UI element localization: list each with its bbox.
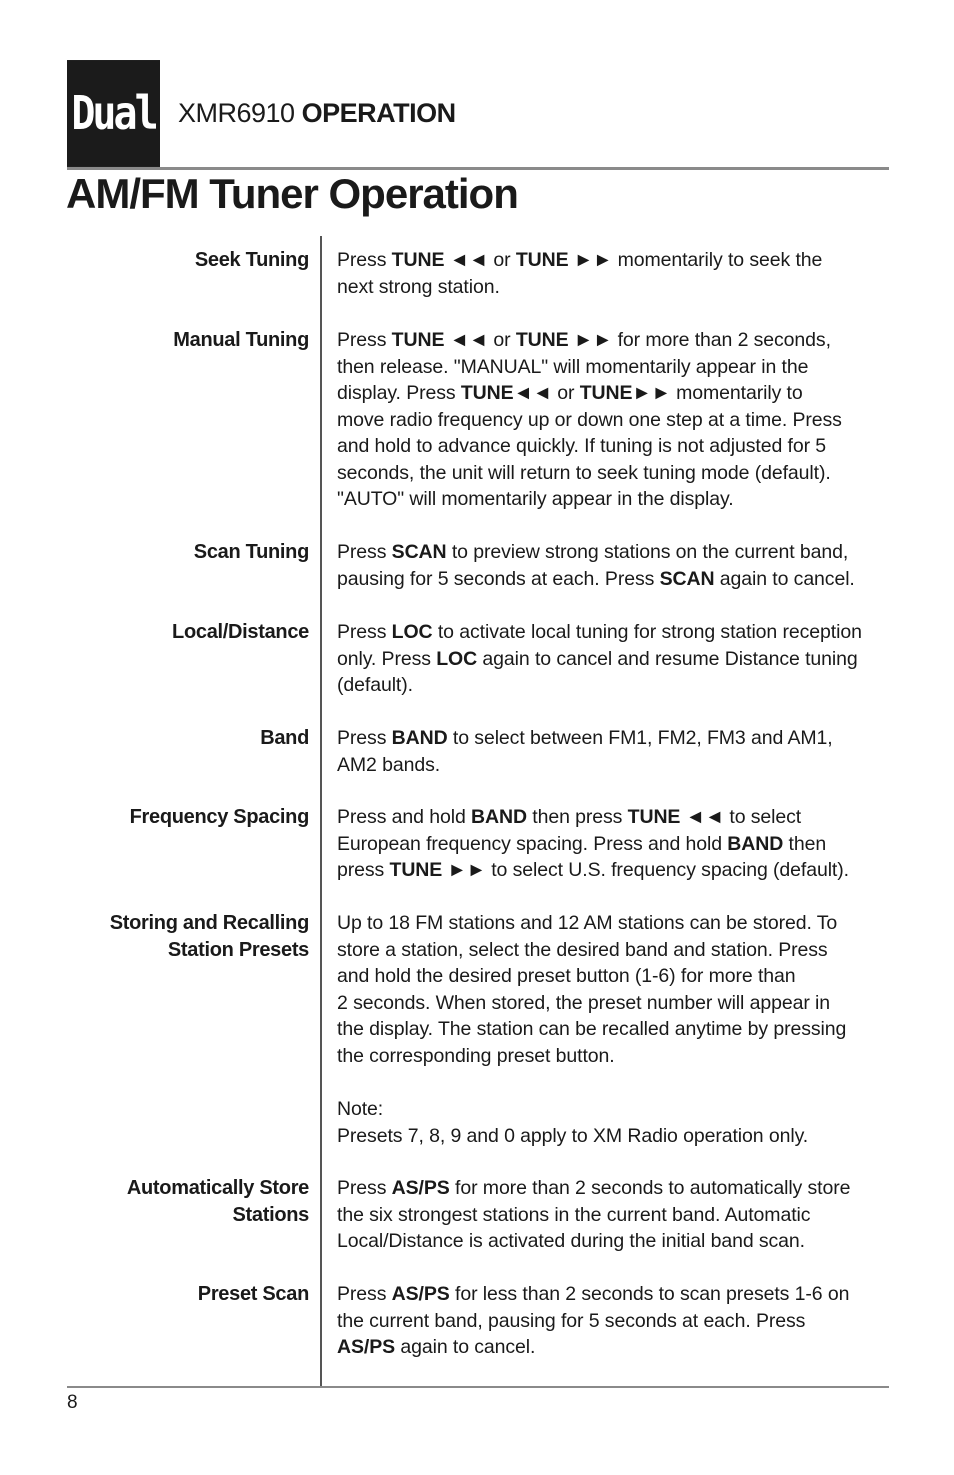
description-line: the current band, pausing for 5 seconds at each. Press xyxy=(337,1309,806,1332)
description-line: and hold the desired preset button (1-6) for more than xyxy=(337,965,796,987)
description-line: the corresponding preset button. xyxy=(337,1044,615,1067)
description-line: Press SCAN to preview strong stations on the current band, xyxy=(337,541,849,563)
description-line: 2 seconds. When stored, the preset number will appear in xyxy=(337,991,831,1014)
description-line: Note: xyxy=(337,1098,384,1120)
description-line: next strong station. xyxy=(337,275,500,298)
description-line: Press and hold BAND then press TUNE ◄◄ to select xyxy=(337,806,802,828)
description-line: the six strongest stations in the current band. Automatic xyxy=(337,1203,811,1226)
button-keyword: TUNE xyxy=(391,329,445,351)
entry-description xyxy=(337,804,897,884)
description-line: Up to 18 FM stations and 12 AM stations can be stored. To xyxy=(337,912,838,934)
description-line: Press LOC to activate local tuning for strong station reception xyxy=(337,621,862,643)
entry-label: Frequency Spacing xyxy=(129,806,309,828)
description-line: "AUTO" will momentarily appear in the display. xyxy=(337,488,734,510)
button-keyword: TUNE xyxy=(391,249,445,271)
entry-label xyxy=(60,1175,309,1228)
button-keyword: LOC xyxy=(391,621,433,643)
description-line: Local/Distance is activated during the initial band scan. xyxy=(337,1230,805,1252)
entry-description xyxy=(337,725,897,778)
note-text xyxy=(337,1096,897,1149)
description-line: move radio frequency up or down one step at a time. Press xyxy=(337,408,842,431)
description-line: and hold to advance quickly. If tuning is not adjusted for 5 xyxy=(337,435,827,457)
description-line: AS/PS again to cancel. xyxy=(337,1336,536,1358)
button-keyword: TUNE xyxy=(627,806,681,828)
description-line: (default). xyxy=(337,674,413,696)
description-line: Press TUNE ◄◄ or TUNE ►► for more than 2 seconds, xyxy=(337,329,831,351)
description-line: Press TUNE ◄◄ or TUNE ►► momentarily to seek the xyxy=(337,249,823,271)
entry-label-line: Station Presets xyxy=(167,938,309,961)
description-line: store a station, select the desired band and station. Press xyxy=(337,938,828,961)
description-line: Presets 7, 8, 9 and 0 apply to XM Radio operation only. xyxy=(337,1124,809,1147)
entry-label: Band xyxy=(260,727,309,749)
entry-description xyxy=(337,327,897,513)
entry-label-line: Stations xyxy=(232,1203,309,1226)
entry-description xyxy=(337,247,897,300)
button-keyword: AS/PS xyxy=(391,1177,450,1199)
description-line: seconds, the unit will return to seek tuning mode (default). xyxy=(337,461,831,484)
button-keyword: BAND xyxy=(391,727,448,749)
section-name: OPERATION xyxy=(301,98,456,128)
button-keyword: AS/PS xyxy=(391,1283,450,1305)
button-keyword: SCAN xyxy=(659,567,715,590)
footer-rule xyxy=(67,1386,889,1388)
entry-label: Seek Tuning xyxy=(194,249,309,271)
button-keyword: TUNE xyxy=(515,249,569,271)
description-line: AM2 bands. xyxy=(337,753,441,776)
column-divider xyxy=(320,236,322,1386)
entry-label: Scan Tuning xyxy=(193,541,309,563)
button-keyword: TUNE xyxy=(579,382,633,404)
page-number: 8 xyxy=(67,1392,78,1413)
entry-description xyxy=(337,539,897,592)
model-number: XMR6910 xyxy=(178,98,295,128)
description-line: press TUNE ►► to select U.S. frequency spacing (default). xyxy=(337,859,849,881)
entry-label: Preset Scan xyxy=(197,1283,309,1305)
button-keyword: BAND xyxy=(727,832,784,855)
description-line: Press BAND to select between FM1, FM2, FM3 and AM1, xyxy=(337,727,833,749)
button-keyword: TUNE xyxy=(515,329,569,351)
entry-description xyxy=(337,910,897,1069)
entry-label-line: Storing and Recalling xyxy=(109,912,309,934)
button-keyword: AS/PS xyxy=(337,1336,396,1358)
entry-label xyxy=(60,910,309,963)
page-title: AM/FM Tuner Operation xyxy=(66,170,518,217)
button-keyword: BAND xyxy=(471,806,527,828)
description-line: then release. "MANUAL" will momentarily appear in the xyxy=(337,355,809,378)
description-line: Press AS/PS for more than 2 seconds to automatically store xyxy=(337,1177,851,1199)
description-line: European frequency spacing. Press and hold BAND then xyxy=(337,832,827,855)
description-line: the display. The station can be recalled anytime by pressing xyxy=(337,1018,847,1040)
description-line: Press AS/PS for less than 2 seconds to scan presets 1-6 on xyxy=(337,1283,850,1305)
description-line: pausing for 5 seconds at each. Press SCAN again to cancel. xyxy=(337,567,855,590)
dual-logo: Dual xyxy=(67,60,160,167)
button-keyword: LOC xyxy=(436,647,478,670)
entry-label-line: Automatically Store xyxy=(126,1177,309,1199)
button-keyword: TUNE xyxy=(460,382,514,404)
button-keyword: TUNE xyxy=(389,859,443,881)
entry-label: Manual Tuning xyxy=(173,329,309,351)
entry-description xyxy=(337,1175,897,1255)
description-line: only. Press LOC again to cancel and resume Distance tuning xyxy=(337,647,858,670)
entry-description xyxy=(337,619,897,699)
description-line: display. Press TUNE◄◄ or TUNE►► momentarily to xyxy=(337,382,803,404)
button-keyword: SCAN xyxy=(391,541,447,563)
header-title xyxy=(178,98,456,129)
entry-label: Local/Distance xyxy=(172,621,309,643)
entry-description xyxy=(337,1281,897,1361)
